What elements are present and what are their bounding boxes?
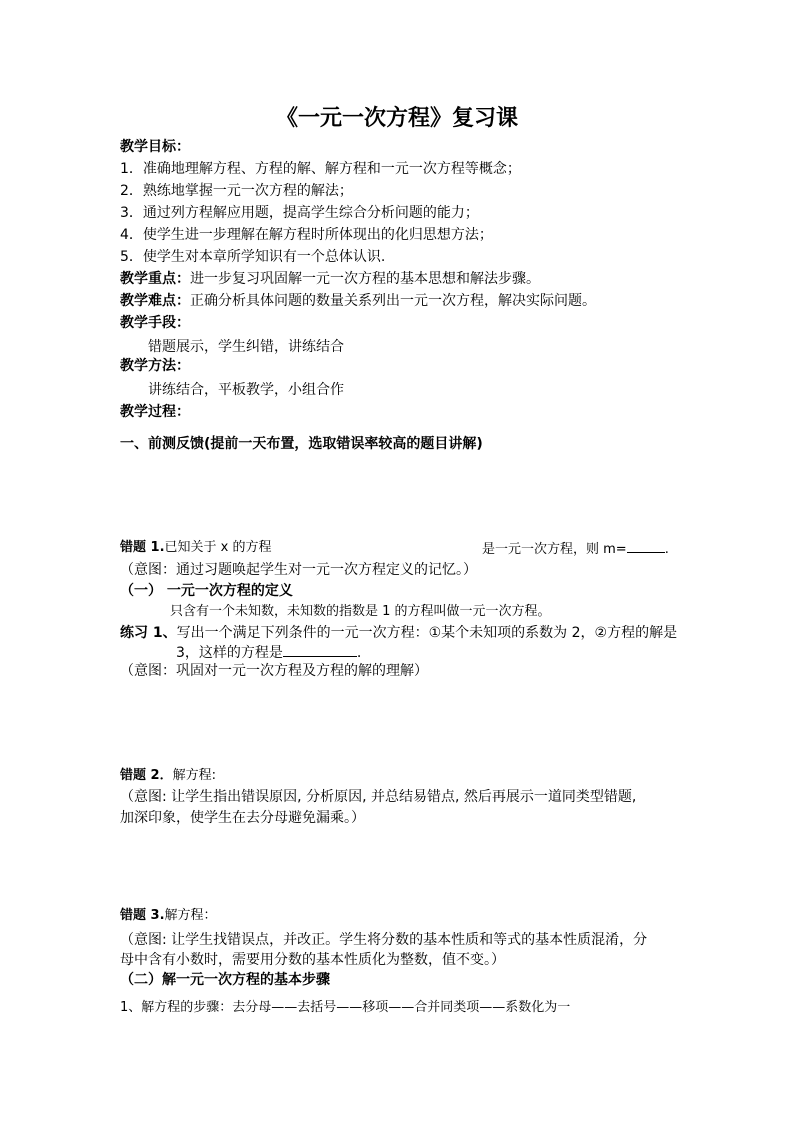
definition-text: 只含有一个未知数，未知数的指数是 1 的方程叫做一元一次方程。 (170, 604, 551, 619)
key-point (120, 269, 540, 289)
error-question-1 (120, 538, 271, 558)
difficulty-label: 教学难点： (120, 293, 190, 309)
objective-item-4: 4．使学生进一步理解在解方程时所体现出的化归思想方法； (120, 227, 493, 243)
error-2-text: 解方程: (172, 768, 216, 783)
exercise-1-line2 (176, 642, 361, 663)
objective-item-1: 1．准确地理解方程、方程的解、解方程和一元一次方程等概念； (120, 161, 521, 177)
objective-item-3: 3．通过列方程解应用题，提高学生综合分析问题的能力； (120, 205, 479, 221)
error-1-text-a: 已知关于 x 的方程 (164, 540, 272, 555)
answer-blank (283, 642, 357, 657)
methods-text: 讲练结合，平板教学，小组合作 (148, 382, 344, 398)
objective-item-2: 2．熟练地掌握一元一次方程的解法； (120, 183, 353, 199)
answer-blank (627, 538, 665, 553)
key-point-text: 进一步复习巩固解一元一次方程的基本思想和解法步骤。 (190, 271, 540, 287)
error-3-text: 解方程： (164, 908, 217, 923)
difficulty (120, 291, 596, 311)
difficulty-text: 正确分析具体问题的数量关系列出一元一次方程，解决实际问题。 (190, 293, 596, 309)
definition-heading: （一） 一元一次方程的定义 (120, 583, 293, 599)
error-1-text-b: 是一元一次方程，则 m= (482, 542, 627, 557)
error-1-text-end: . (664, 542, 669, 557)
exercise-1-line2a: 3，这样的方程是 (176, 645, 283, 661)
exercise-1-label: 练习 1、 (120, 625, 177, 641)
exercise-1-intent: （意图：巩固对一元一次方程及方程的解的理解） (120, 663, 428, 679)
error-question-3 (120, 906, 217, 926)
error-1-label: 错题 1. (120, 540, 165, 555)
means-text: 错题展示，学生纠错，讲练结合 (148, 339, 344, 355)
error-3-intent-line1: （意图: 让学生找错误点，并改正。学生将分数的基本性质和等式的基本性质混淆，分 (120, 932, 648, 948)
steps-text: 1、解方程的步骤：去分母——去括号——移项——合并同类项——系数化为一 (120, 1000, 571, 1015)
exercise-1-line2-end: . (356, 645, 362, 661)
error-2-label: 错题 2． (120, 768, 173, 783)
exercise-1-line1: 写出一个满足下列条件的一元一次方程：①某个未知项的系数为 2，②方程的解是 (176, 625, 678, 641)
methods-heading: 教学方法： (120, 358, 190, 374)
objectives-heading: 教学目标： (120, 139, 190, 155)
exercise-1 (120, 623, 677, 643)
steps-heading: （二）解一元一次方程的基本步骤 (120, 972, 330, 988)
error-2-intent-line1: （意图: 让学生指出错误原因, 分析原因, 并总结易错点, 然后再展示一道同类型错题, (120, 789, 637, 805)
key-point-label: 教学重点： (120, 271, 190, 287)
process-heading: 教学过程： (120, 404, 190, 420)
error-2-intent-line2: 加深印象，使学生在去分母避免漏乘。） (120, 810, 365, 826)
page-title: 《一元一次方程》复习课 (275, 105, 518, 131)
section1-heading: 一、前测反馈(提前一天布置，选取错误率较高的题目讲解) (120, 436, 483, 452)
error-3-intent-line2: 母中含有小数时，需要用分数的基本性质化为整数，值不变。） (120, 952, 505, 968)
objective-item-5: 5．使学生对本章所学知识有一个总体认识. (120, 249, 386, 265)
means-heading: 教学手段： (120, 315, 190, 331)
error-3-label: 错题 3. (120, 908, 165, 923)
error-question-1-continuation (482, 538, 669, 560)
error-question-2 (120, 766, 216, 786)
error-1-intent: （意图：通过习题唤起学生对一元一次方程定义的记忆。） (120, 562, 477, 578)
